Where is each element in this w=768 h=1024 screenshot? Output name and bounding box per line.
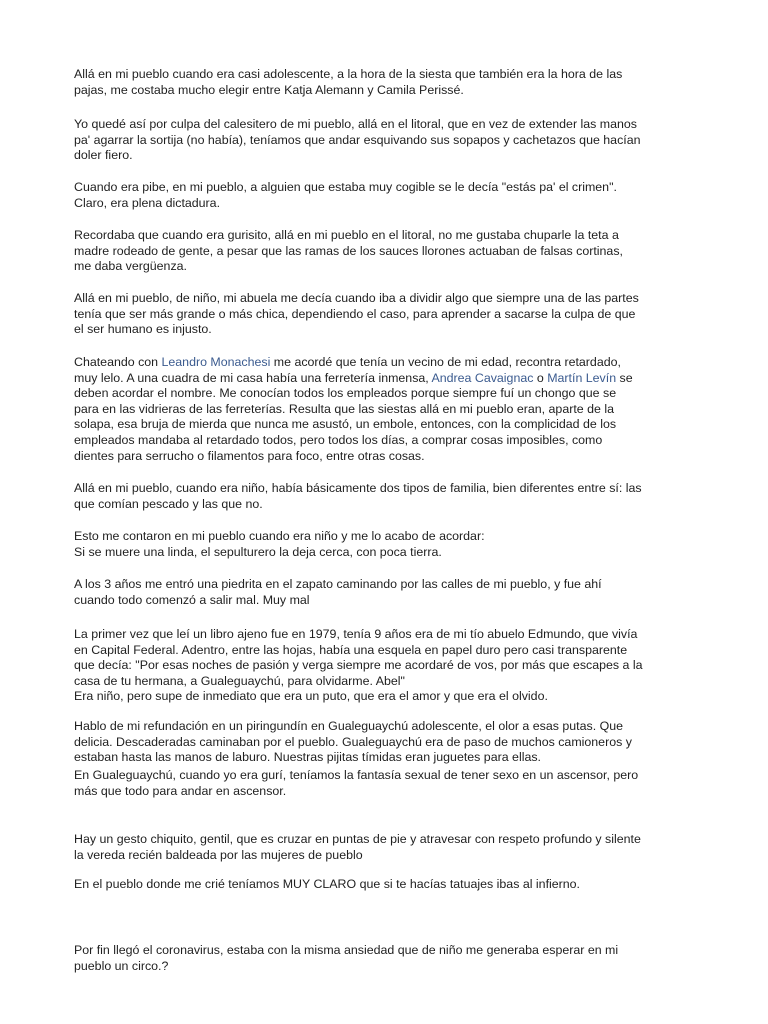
text-segment: Recordaba que cuando era gurisito, allá en mi pueblo en el litoral, no me gustaba chuparle la teta a	[74, 228, 619, 242]
text-line	[74, 417, 633, 433]
text-segment: Esto me contaron en mi pueblo cuando era niño y me lo acabo de acordar:	[74, 529, 485, 543]
text-segment: pueblo un circo.?	[74, 958, 169, 973]
profile-link[interactable]: Leandro Monachesi	[161, 355, 271, 369]
text-line	[74, 117, 641, 133]
text-line	[74, 244, 623, 260]
text-segment: casa de tu hermana, a Gualeguaychú, para olvidarme. Abel"	[74, 673, 405, 688]
text-line	[74, 481, 642, 497]
text-line	[74, 848, 641, 864]
text-segment: Allá en mi pueblo cuando era casi adolescente, a la hora de la siesta que también era la hora de las	[74, 67, 623, 81]
paragraph	[74, 768, 638, 799]
text-segment: que comían pescado y las que no.	[74, 496, 263, 511]
text-segment: Chateando con	[74, 355, 162, 369]
text-segment: cuando todo comenzó a salir mal. Muy mal	[74, 592, 310, 607]
text-segment: la vereda recién baldeada por las mujeres de pueblo	[74, 847, 363, 862]
paragraph	[74, 529, 485, 560]
text-segment: Allá en mi pueblo, de niño, mi abuela me decía cuando iba a dividir algo que siempre una de las partes	[74, 291, 639, 305]
paragraph	[74, 577, 602, 608]
text-line	[74, 433, 633, 449]
paragraph	[74, 832, 641, 863]
text-segment: tenía que ser más grande o más chica, dependiendo el caso, para aprender a sacarse la culpa de que	[74, 306, 636, 321]
text-line	[74, 943, 618, 959]
profile-link[interactable]: Andrea Cavaignac	[431, 370, 534, 385]
text-line	[74, 689, 643, 705]
text-segment: Hablo de mi refundación en un piringundín en Gualeguaychú adolescente, el olor a esas putas. Que	[74, 719, 623, 733]
text-segment: dientes para serrucho o filamentos para foco, entre otras cosas.	[74, 448, 425, 463]
text-segment: A los 3 años me entró una piedrita en el zapato caminando por las calles de mi pueblo, y fue ahí	[74, 577, 602, 591]
text-line	[74, 228, 623, 244]
text-segment: Allá en mi pueblo, cuando era niño, había básicamente dos tipos de familia, bien diferentes entre sí: las	[74, 481, 642, 495]
profile-link[interactable]: Martín Levín	[547, 370, 617, 385]
paragraph	[74, 355, 633, 464]
text-segment: pajas, me costaba mucho elegir entre Katja Alemann y Camila Perissé.	[74, 82, 464, 97]
text-segment: se	[616, 370, 633, 385]
text-line	[74, 735, 632, 751]
text-segment: deben acordar el nombre. Me conocían todos los empleados porque siempre fuí un chongo que se	[74, 386, 617, 401]
text-segment: el ser humano es injusto.	[74, 322, 212, 337]
text-segment: En Gualeguaychú, cuando yo era gurí, teníamos la fantasía sexual de tener sexo en un ascensor, pero	[74, 768, 639, 782]
text-segment: me daba vergüenza.	[74, 259, 187, 274]
text-line	[74, 719, 632, 735]
text-line	[74, 402, 633, 418]
text-line	[74, 307, 639, 323]
text-segment: En el pueblo donde me crié teníamos MUY CLARO que si te hacías tatuajes ibas al infierno.	[74, 877, 581, 891]
text-line	[74, 529, 485, 545]
text-line	[74, 83, 622, 99]
text-line	[74, 593, 602, 609]
text-line	[74, 768, 638, 784]
text-segment: para en las vidrieras de las ferreterías. Resulta que las siestas allá en mi pueblo eran, aparte de la	[74, 401, 614, 416]
paragraph	[74, 117, 641, 164]
paragraph	[74, 481, 642, 512]
text-segment: Hay un gesto chiquito, gentil, que es cruzar en puntas de pie y atravesar con respeto profundo y silente	[74, 832, 641, 846]
text-line	[74, 832, 641, 848]
text-segment: Claro, era plena dictadura.	[74, 195, 221, 210]
text-line	[74, 497, 642, 513]
text-segment: delicia. Descaderadas caminaban por el pueblo. Gualeguaychú era de paso de muchos camioneros y	[74, 734, 632, 749]
paragraph	[74, 627, 643, 705]
text-segment: La primer vez que leí un libro ajeno fue en 1979, tenía 9 años era de mi tío abuelo Edmundo, que vivía	[74, 627, 638, 641]
text-line	[74, 577, 602, 593]
text-line	[74, 959, 618, 975]
text-segment: que decía: "Por esas noches de pasión y verga siempre me acordaré de vos, por más que escapes a la	[74, 658, 643, 673]
text-segment: más que todo para andar en ascensor.	[74, 783, 287, 798]
paragraph	[74, 291, 639, 338]
text-segment: pa' agarrar la sortija (no había), teníamos que andar esquivando sus sopapos y cachetazos que hacían	[74, 132, 641, 147]
text-line	[74, 643, 643, 659]
text-segment: Era niño, pero supe de inmediato que era un puto, que era el amor y que era el olvido.	[74, 689, 548, 704]
paragraph	[74, 180, 617, 211]
text-segment: Si se muere una linda, el sepulturero la deja cerca, con poca tierra.	[74, 544, 442, 559]
text-segment: muy lelo. A una cuadra de mi casa había una ferretería inmensa,	[74, 370, 432, 385]
text-segment: Por fin llegó el coronavirus, estaba con la misma ansiedad que de niño me generaba esperar en mi	[74, 943, 619, 957]
paragraph	[74, 719, 632, 766]
text-line	[74, 133, 641, 149]
text-line	[74, 355, 633, 371]
text-line	[74, 180, 617, 196]
text-line	[74, 259, 623, 275]
text-line	[74, 67, 622, 83]
paragraph	[74, 67, 622, 98]
text-segment: solapa, esa bruja de mierda que nunca me asustó, un embole, entonces, con la complicidad de los	[74, 417, 617, 432]
text-line	[74, 784, 638, 800]
text-line	[74, 371, 633, 387]
text-segment: estaban hasta las manos de laburo. Nuestras pijitas tímidas eran juguetes para ellas.	[74, 750, 541, 765]
text-segment: me acordé que tenía un vecino de mi edad, recontra retardado,	[270, 355, 621, 369]
text-line	[74, 658, 643, 674]
paragraph	[74, 877, 580, 893]
text-line	[74, 291, 639, 307]
text-line	[74, 449, 633, 465]
text-line	[74, 386, 633, 402]
text-segment: Yo quedé así por culpa del calesitero de mi pueblo, allá en el litoral, que en vez de extender las manos	[74, 117, 637, 131]
text-line	[74, 750, 632, 766]
paragraph	[74, 943, 618, 974]
text-segment: o	[533, 370, 548, 385]
text-line	[74, 627, 643, 643]
text-line	[74, 322, 639, 338]
paragraph	[74, 228, 623, 275]
text-line	[74, 196, 617, 212]
text-segment: en Capital Federal. Adentro, entre las hojas, había una esquela en papel duro pero casi transparente	[74, 642, 628, 657]
text-segment: Cuando era pibe, en mi pueblo, a alguien que estaba muy cogible se le decía "estás pa' el crimen".	[74, 180, 617, 194]
text-line	[74, 877, 580, 893]
text-segment: empleados mandaba al retardado todos, pero todos los días, a comprar cosas imposibles, como	[74, 432, 603, 447]
text-line	[74, 674, 643, 690]
text-segment: doler fiero.	[74, 148, 133, 163]
text-line	[74, 545, 485, 561]
text-segment: madre rodeado de gente, a pesar que las ramas de los sauces llorones actuaban de falsas cortinas,	[74, 243, 623, 258]
text-line	[74, 148, 641, 164]
